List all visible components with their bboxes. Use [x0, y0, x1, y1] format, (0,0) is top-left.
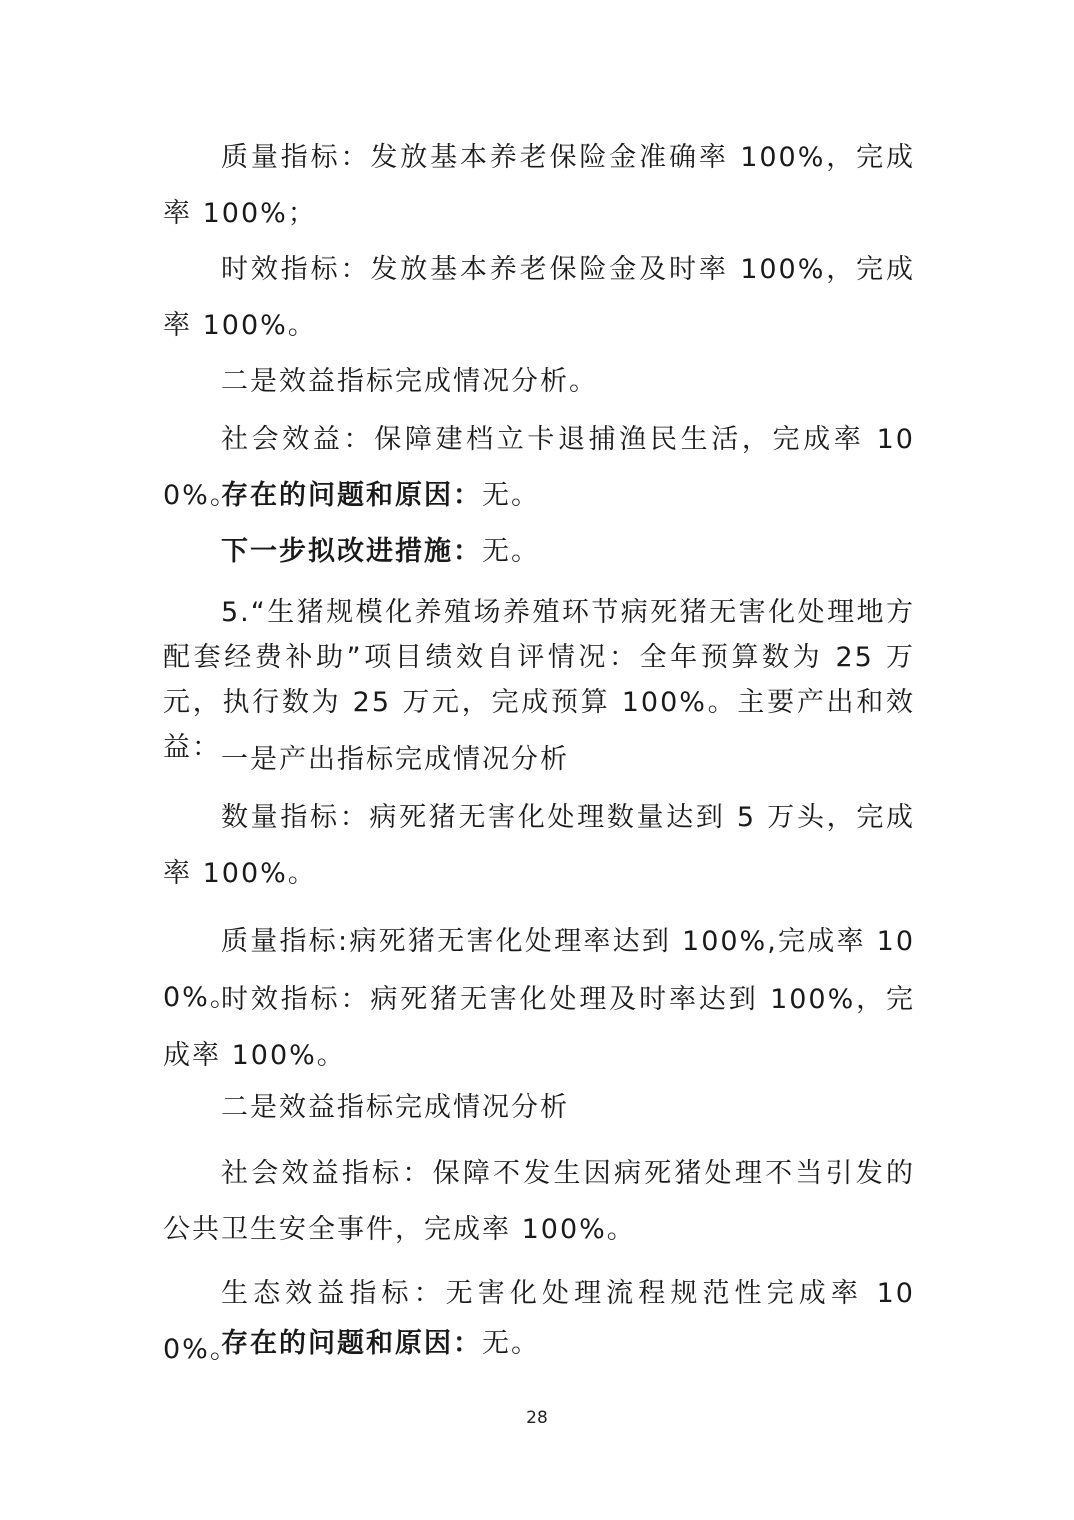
paragraph-text: 数量指标：病死猪无害化处理数量达到 5 万头，完成率 100%。	[163, 802, 915, 889]
paragraph-quantity-indicator	[163, 790, 915, 902]
paragraph-timeliness-indicator-2	[163, 972, 915, 1084]
improvements-text: 无。	[482, 536, 540, 567]
paragraph-improvements	[163, 524, 915, 580]
paragraph-text: 一是产出指标完成情况分析	[221, 744, 569, 775]
problems-text: 无。	[482, 1328, 540, 1359]
paragraph-text: 质量指标:病死猪无害化处理率达到 100%,完成率 100%。	[163, 926, 915, 1013]
paragraph-text: 社会效益：保障建档立卡退捕渔民生活，完成率 100%。	[163, 424, 915, 511]
paragraph-text: 质量指标：发放基本养老保险金准确率 100%，完成率 100%；	[163, 142, 915, 229]
paragraph-text: 社会效益指标：保障不发生因病死猪处理不当引发的公共卫生安全事件，完成率 100%。	[163, 1158, 915, 1245]
paragraph-text: 时效指标：发放基本养老保险金及时率 100%，完成率 100%。	[163, 254, 915, 341]
paragraph-text: 时效指标：病死猪无害化处理及时率达到 100%，完成率 100%。	[163, 984, 915, 1071]
paragraph-text: 5.“生猪规模化养殖场养殖环节病死猪无害化处理地方配套经费补助”项目绩效自评情况：全年预算数为 25 万元，执行数为 25 万元，完成预算 100%。主要产出和效益：	[163, 597, 915, 763]
problems-text: 无。	[482, 480, 540, 511]
paragraph-text: 二是效益指标完成情况分析。	[221, 366, 598, 397]
paragraph-timeliness-indicator	[163, 242, 915, 354]
paragraph-problems-2	[163, 1316, 915, 1372]
paragraph-output-analysis	[163, 732, 915, 788]
paragraph-quality-indicator	[163, 130, 915, 242]
problems-heading: 存在的问题和原因：	[221, 1328, 482, 1359]
improvements-heading: 下一步拟改进措施：	[221, 536, 482, 567]
paragraph-text: 生态效益指标：无害化处理流程规范性完成率 100%。	[163, 1278, 915, 1365]
paragraph-social-benefit-2	[163, 1146, 915, 1258]
paragraph-text: 二是效益指标完成情况分析	[221, 1092, 569, 1123]
page-number: 28	[526, 1408, 548, 1428]
paragraph-problems	[163, 468, 915, 524]
problems-heading: 存在的问题和原因：	[221, 480, 482, 511]
paragraph-benefit-analysis-2	[163, 1080, 915, 1136]
paragraph-benefit-analysis	[163, 354, 915, 410]
